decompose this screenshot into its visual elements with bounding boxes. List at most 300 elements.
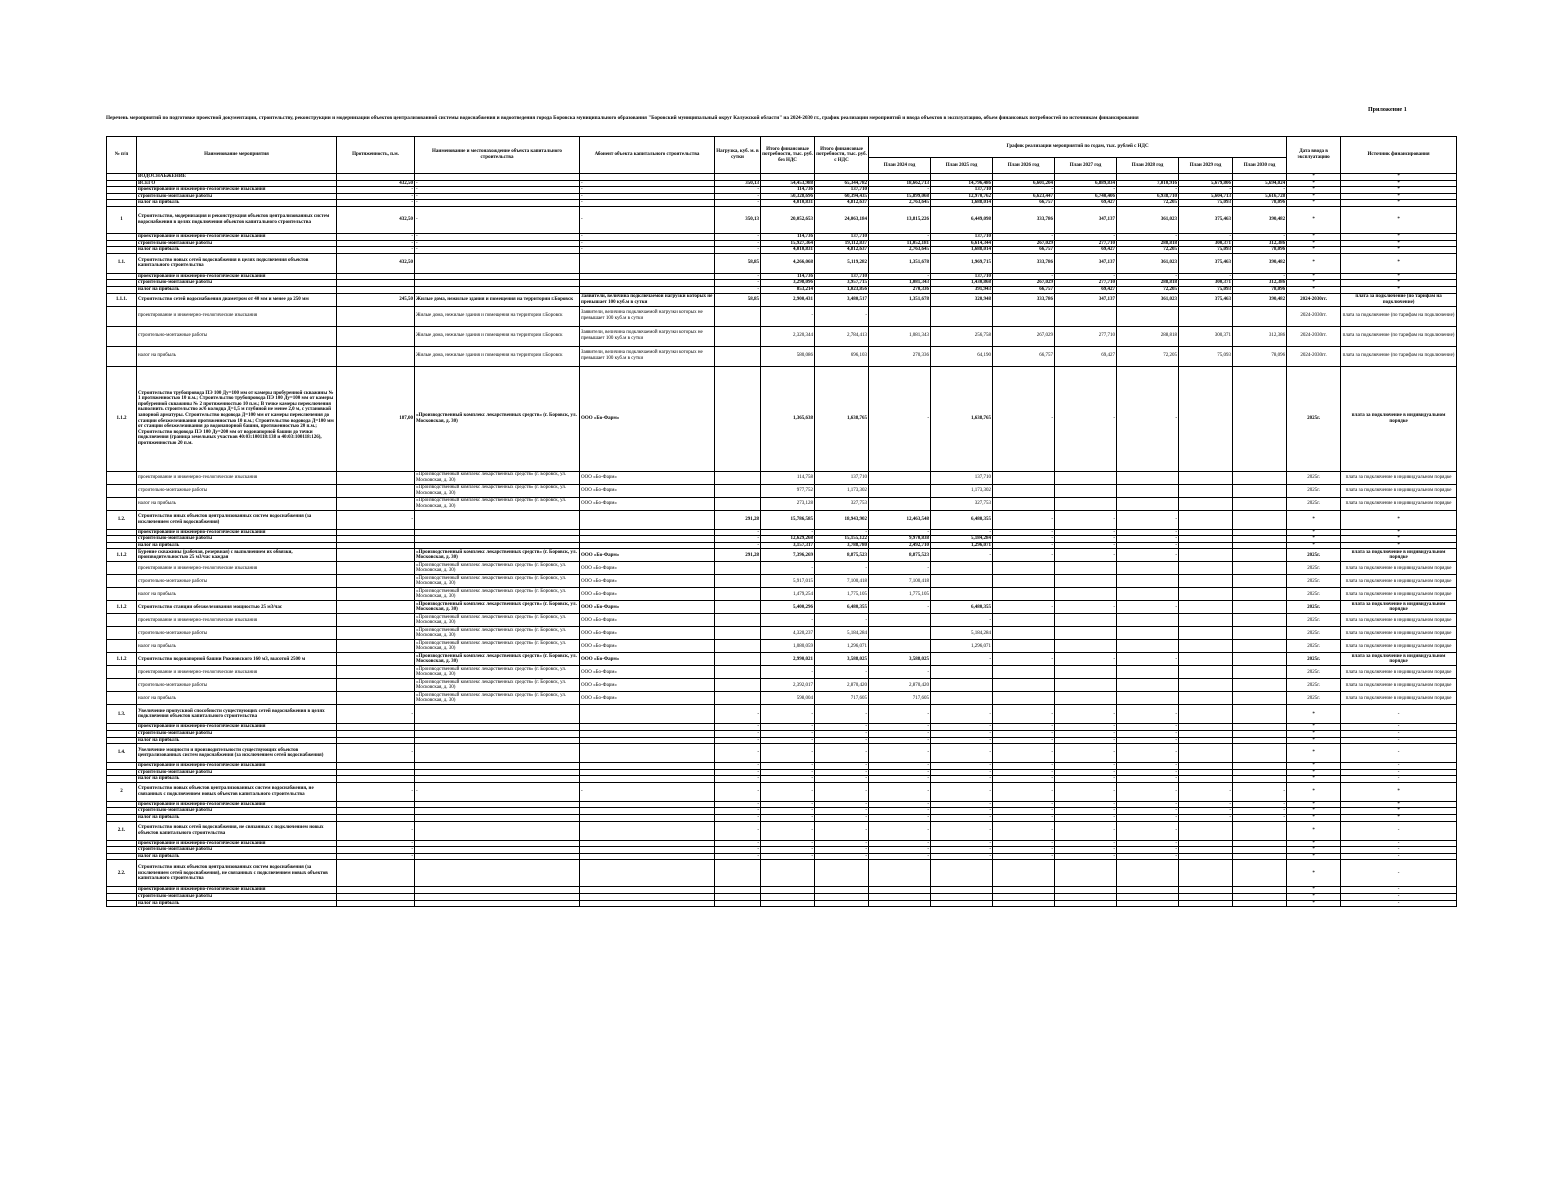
- row-num-cell: [107, 240, 137, 247]
- row-2029-cell: 5,604,713: [1179, 193, 1233, 200]
- row-2025-cell: -: [931, 614, 993, 627]
- row-2028-cell: [1117, 471, 1179, 484]
- row-2028-cell: 6,938,710: [1117, 193, 1179, 200]
- row-fin-novat-cell: 3,157,317: [761, 542, 815, 549]
- row-name-cell: Бурение скважины (рабочая, резервная) с выполнением их обвязки, производительностью 25 м3/час каждая: [137, 549, 337, 562]
- row-length-cell: [337, 640, 415, 653]
- row-length-cell: [337, 887, 415, 894]
- row-source-cell: *: [1341, 253, 1457, 273]
- row-commission-cell: *: [1287, 273, 1341, 280]
- row-2029-cell: -: [1179, 808, 1233, 815]
- row-2029-cell: [1179, 847, 1233, 854]
- row-2029-cell: 75,093: [1179, 346, 1233, 366]
- row-source-cell: -: [1341, 860, 1457, 887]
- row-source-cell: плата за подключение (по тарифам на подключение): [1341, 346, 1457, 366]
- row-source-cell: плата за подключение в индивидуальном порядке: [1341, 679, 1457, 692]
- row-2026-cell: -: [993, 840, 1055, 847]
- row-fin-vat-cell: 4,812,637: [815, 200, 869, 207]
- row-length-cell: [337, 894, 415, 901]
- row-commission-cell: 2025г.: [1287, 640, 1341, 653]
- row-commission-cell: *: [1287, 247, 1341, 254]
- row-length-cell: [337, 679, 415, 692]
- row-load-cell: [715, 346, 761, 366]
- row-subscriber-cell: [580, 763, 715, 770]
- row-fin-novat-cell: 3,298,096: [761, 280, 815, 287]
- row-fin-novat-cell: 598,004: [761, 692, 815, 705]
- row-load-cell: -: [715, 821, 761, 840]
- row-load-cell: -: [715, 763, 761, 770]
- row-num-cell: [107, 801, 137, 808]
- row-2025-cell: 12,970,762: [931, 193, 993, 200]
- row-load-cell: [715, 627, 761, 640]
- row-2028-cell: [1117, 484, 1179, 497]
- row-object-cell: [415, 840, 580, 847]
- row-name-cell: налог на прибыль: [137, 346, 337, 366]
- row-2027-cell: [1055, 900, 1117, 907]
- row-load-cell: 350,13: [715, 180, 761, 187]
- row-fin-vat-cell: -: [815, 815, 869, 822]
- row-2024-cell: 2,763,645: [869, 247, 931, 254]
- row-source-cell: плата за подключение в индивидуальном порядке: [1341, 601, 1457, 614]
- row-2030-cell: 78,096: [1233, 346, 1287, 366]
- row-length-cell: [337, 776, 415, 783]
- row-subscriber-cell: [580, 744, 715, 763]
- row-subscriber-cell: -: [580, 180, 715, 187]
- row-commission-cell: *: [1287, 280, 1341, 287]
- row-fin-novat-cell: [761, 174, 815, 181]
- row-length-cell: [337, 536, 415, 543]
- row-num-cell: [107, 627, 137, 640]
- row-load-cell: [715, 860, 761, 887]
- row-2024-cell: 3,588,025: [869, 653, 931, 666]
- row-commission-cell: 2024-2030гг.: [1287, 306, 1341, 326]
- row-load-cell: [715, 471, 761, 484]
- row-fin-novat-cell: -: [761, 769, 815, 776]
- row-fin-vat-cell: -: [815, 769, 869, 776]
- row-2025-cell: [931, 575, 993, 588]
- row-2028-cell: -: [1117, 705, 1179, 724]
- row-fin-vat-cell: 137,710: [815, 233, 869, 240]
- row-object-cell: [415, 887, 580, 894]
- row-2029-cell: 5,679,806: [1179, 180, 1233, 187]
- row-2024-cell: 11,052,181: [869, 240, 931, 247]
- row-2030-cell: [1233, 640, 1287, 653]
- row-2029-cell: [1179, 536, 1233, 543]
- row-2027-cell: -: [1055, 801, 1117, 808]
- row-num-cell: [107, 808, 137, 815]
- row-fin-vat-cell: [815, 887, 869, 894]
- row-object-cell: -: [415, 233, 580, 240]
- row-2025-cell: 6,449,098: [931, 206, 993, 233]
- row-num-cell: 1.1.2: [107, 549, 137, 562]
- row-2027-cell: -: [1055, 730, 1117, 737]
- row-2029-cell: [1179, 575, 1233, 588]
- row-object-cell: -: [415, 193, 580, 200]
- row-source-cell: -: [1341, 840, 1457, 847]
- row-2026-cell: -: [993, 233, 1055, 240]
- row-name-cell: проектирование и инженерно-геологические изыскания: [137, 529, 337, 536]
- row-num-cell: 1.1.: [107, 253, 137, 273]
- row-2025-cell: 391,943: [931, 286, 993, 293]
- row-fin-novat-cell: 15,927,364: [761, 240, 815, 247]
- row-2028-cell: [1117, 306, 1179, 326]
- row-load-cell: 58,85: [715, 293, 761, 306]
- row-2026-cell: -: [993, 821, 1055, 840]
- row-2030-cell: [1233, 575, 1287, 588]
- row-2027-cell: -: [1055, 821, 1117, 840]
- row-source-cell: *: [1341, 815, 1457, 822]
- row-2026-cell: [993, 497, 1055, 510]
- table-body: [107, 174, 1457, 907]
- row-2025-cell: -: [931, 808, 993, 815]
- row-length-cell: -: [337, 840, 415, 847]
- row-commission-cell: *: [1287, 705, 1341, 724]
- table-row: [107, 174, 1457, 181]
- row-fin-vat-cell: -: [815, 724, 869, 731]
- row-subscriber-cell: [580, 769, 715, 776]
- row-num-cell: 1.1.2: [107, 653, 137, 666]
- row-fin-vat-cell: 15,155,122: [815, 536, 869, 543]
- row-2029-cell: [1179, 853, 1233, 860]
- row-object-cell: [415, 536, 580, 543]
- row-num-cell: [107, 894, 137, 901]
- table-row: [107, 247, 1457, 254]
- row-2029-cell: [1179, 366, 1233, 471]
- row-2027-cell: -: [1055, 853, 1117, 860]
- row-2026-cell: 267,029: [993, 326, 1055, 346]
- row-fin-vat-cell: 18,943,902: [815, 510, 869, 529]
- row-object-cell: [415, 821, 580, 840]
- row-name-cell: строительно-монтажные работы: [137, 730, 337, 737]
- row-2026-cell: [993, 679, 1055, 692]
- row-fin-novat-cell: 2,320,344: [761, 326, 815, 346]
- row-object-cell: -: [415, 240, 580, 247]
- row-fin-vat-cell: 1,173,302: [815, 484, 869, 497]
- row-fin-vat-cell: 137,710: [815, 471, 869, 484]
- row-num-cell: 2.2.: [107, 860, 137, 887]
- row-2028-cell: [1117, 894, 1179, 901]
- row-2024-cell: -: [869, 562, 931, 575]
- row-2026-cell: -: [993, 808, 1055, 815]
- row-subscriber-cell: -: [580, 782, 715, 801]
- row-length-cell: -: [337, 744, 415, 763]
- row-2028-cell: -: [1117, 233, 1179, 240]
- row-2030-cell: -: [1233, 782, 1287, 801]
- row-fin-vat-cell: -: [815, 529, 869, 536]
- row-2030-cell: 390,482: [1233, 293, 1287, 306]
- row-2026-cell: -: [993, 653, 1055, 666]
- row-num-cell: [107, 306, 137, 326]
- row-2030-cell: [1233, 627, 1287, 640]
- row-length-cell: [337, 588, 415, 601]
- row-source-cell: *: [1341, 174, 1457, 181]
- row-subscriber-cell: [580, 510, 715, 529]
- row-object-cell: [415, 286, 580, 293]
- row-load-cell: [715, 588, 761, 601]
- header-object: Наименование и местонахождение объекта капитального строительства: [415, 137, 580, 174]
- row-source-cell: -: [1341, 763, 1457, 770]
- row-2024-cell: -: [869, 724, 931, 731]
- row-fin-vat-cell: 24,063,184: [815, 206, 869, 233]
- row-name-cell: строительно-монтажные работы: [137, 326, 337, 346]
- row-2030-cell: [1233, 666, 1287, 679]
- row-source-cell: -: [1341, 900, 1457, 907]
- row-2026-cell: -: [993, 542, 1055, 549]
- row-commission-cell: *: [1287, 233, 1341, 240]
- row-2030-cell: [1233, 900, 1287, 907]
- row-source-cell: -: [1341, 744, 1457, 763]
- row-commission-cell: 2025г.: [1287, 484, 1341, 497]
- row-2024-cell: [869, 627, 931, 640]
- row-fin-vat-cell: -: [815, 821, 869, 840]
- row-fin-novat-cell: 50,328,696: [761, 193, 815, 200]
- row-commission-cell: *: [1287, 808, 1341, 815]
- row-object-cell: [415, 253, 580, 273]
- row-2027-cell: -: [1055, 782, 1117, 801]
- row-name-cell: строительно-монтажные работы: [137, 536, 337, 543]
- row-name-cell: строительно-монтажные работы: [137, 894, 337, 901]
- row-subscriber-cell: [580, 853, 715, 860]
- row-2024-cell: -: [869, 529, 931, 536]
- row-name-cell: проектирование и инженерно-геологические изыскания: [137, 801, 337, 808]
- row-2025-cell: 1,688,014: [931, 200, 993, 207]
- row-2030-cell: [1233, 497, 1287, 510]
- row-commission-cell: 2025г.: [1287, 562, 1341, 575]
- row-commission-cell: 2025г.: [1287, 614, 1341, 627]
- row-2030-cell: 312,386: [1233, 240, 1287, 247]
- row-2030-cell: 390,482: [1233, 253, 1287, 273]
- row-length-cell: -: [337, 200, 415, 207]
- row-fin-vat-cell: -: [815, 744, 869, 763]
- row-name-cell: проектирование и инженерно-геологические изыскания: [137, 763, 337, 770]
- row-2024-cell: -: [869, 782, 931, 801]
- row-2029-cell: [1179, 744, 1233, 763]
- row-fin-vat-cell: 327,753: [815, 497, 869, 510]
- row-num-cell: [107, 887, 137, 894]
- header-num: № п/п: [107, 137, 137, 174]
- row-object-cell: [415, 280, 580, 287]
- row-2026-cell: [993, 860, 1055, 887]
- table-row: [107, 900, 1457, 907]
- row-name-cell: проектирование и инженерно-геологические изыскания: [137, 233, 337, 240]
- row-2026-cell: -: [993, 549, 1055, 562]
- row-2026-cell: -: [993, 737, 1055, 744]
- row-2029-cell: [1179, 724, 1233, 731]
- row-2030-cell: [1233, 887, 1287, 894]
- row-length-cell: [337, 346, 415, 366]
- row-2025-cell: -: [931, 815, 993, 822]
- row-2024-cell: -: [869, 666, 931, 679]
- row-2028-cell: [1117, 692, 1179, 705]
- table-row: [107, 614, 1457, 627]
- row-2029-cell: [1179, 776, 1233, 783]
- row-length-cell: [337, 808, 415, 815]
- row-2030-cell: [1233, 174, 1287, 181]
- row-object-cell: «Производственный комплекс лекарственных средств» (г. Боровск, ул. Московская, д. 30): [415, 497, 580, 510]
- row-2024-cell: 2,870,420: [869, 679, 931, 692]
- row-source-cell: *: [1341, 240, 1457, 247]
- row-2026-cell: 66,757: [993, 200, 1055, 207]
- row-object-cell: «Производственный комплекс лекарственных средств» (г. Боровск, ул. Московская, д. 30): [415, 640, 580, 653]
- row-length-cell: [337, 769, 415, 776]
- row-commission-cell: *: [1287, 200, 1341, 207]
- row-object-cell: -: [415, 180, 580, 187]
- row-2027-cell: -: [1055, 653, 1117, 666]
- row-load-cell: -: [715, 801, 761, 808]
- row-num-cell: 1.2.: [107, 510, 137, 529]
- row-fin-novat-cell: [761, 894, 815, 901]
- row-2025-cell: 137,710: [931, 233, 993, 240]
- row-name-cell: проектирование и инженерно-геологические изыскания: [137, 306, 337, 326]
- row-source-cell: *: [1341, 180, 1457, 187]
- row-2025-cell: [931, 900, 993, 907]
- row-subscriber-cell: ООО «Бо-Фарм»: [580, 484, 715, 497]
- row-fin-vat-cell: -: [815, 808, 869, 815]
- row-2029-cell: [1179, 894, 1233, 901]
- row-name-cell: налог на прибыль: [137, 200, 337, 207]
- row-2029-cell: [1179, 640, 1233, 653]
- row-object-cell: -: [415, 247, 580, 254]
- row-length-cell: [337, 286, 415, 293]
- row-load-cell: 291,28: [715, 510, 761, 529]
- row-object-cell: «Производственный комплекс лекарственных средств» (г. Боровск, ул. Московская, д. 30): [415, 692, 580, 705]
- row-2029-cell: -: [1179, 815, 1233, 822]
- row-fin-novat-cell: -: [761, 847, 815, 854]
- row-subscriber-cell: -: [580, 233, 715, 240]
- table-row: [107, 326, 1457, 346]
- table-row: [107, 273, 1457, 280]
- row-num-cell: [107, 776, 137, 783]
- row-2025-cell: 1,296,071: [931, 542, 993, 549]
- row-2027-cell: 69,427: [1055, 200, 1117, 207]
- row-fin-vat-cell: 1,296,071: [815, 640, 869, 653]
- row-fin-vat-cell: [815, 860, 869, 887]
- row-2029-cell: [1179, 497, 1233, 510]
- row-2024-cell: 15,899,068: [869, 193, 931, 200]
- row-2025-cell: [931, 306, 993, 326]
- header-length: Протяженность, п.м.: [337, 137, 415, 174]
- row-subscriber-cell: Заявители, величина подключаемой нагрузки которых не превышает 100 куб.м в сутки: [580, 293, 715, 306]
- row-fin-novat-cell: -: [761, 705, 815, 724]
- row-2028-cell: -: [1117, 782, 1179, 801]
- row-2025-cell: [931, 860, 993, 887]
- row-subscriber-cell: ООО «Бо-Фарм»: [580, 562, 715, 575]
- table-row: [107, 206, 1457, 233]
- row-num-cell: 1.4.: [107, 744, 137, 763]
- row-name-cell: Строительство трубопровода ПЭ 100 Ду=100 мм от камеры пробуренной скважины № 1 протяженностью 10 п.м.; Строительство трубопровода ПЭ 100 Ду=100 мм от камеры пробуренной скважины № 2 протяженностью 10 п.м.; В точке камеры переключения выполнить строительство ж/б колодца Д=1,5 м глубиной не менее 2,0 м, с установкой запорной арматуры. Строительство водовода Д=100 мм от камеры переключения до станции обезжелезивания протяженностью 10 п.м.; Строительство водовода Д=100 мм от станции обезжелезивания до водонапорной башни, протяженностью 20 п.м.; Строительство водовода ПЭ 100 Ду=200 мм от водонапорной башни до точки подключения (граница земельных участков 40:03:100118:138 и 40:03:100118:126), протяженностью 20 п.м.: [137, 366, 337, 471]
- row-2028-cell: -: [1117, 542, 1179, 549]
- row-subscriber-cell: ООО «Бо-Фарм»: [580, 679, 715, 692]
- row-2027-cell: -: [1055, 549, 1117, 562]
- row-subscriber-cell: [580, 887, 715, 894]
- row-num-cell: [107, 847, 137, 854]
- row-2029-cell: [1179, 730, 1233, 737]
- row-2026-cell: -: [993, 730, 1055, 737]
- row-2026-cell: [993, 692, 1055, 705]
- table-row: [107, 471, 1457, 484]
- row-load-cell: -: [715, 233, 761, 240]
- row-fin-novat-cell: -: [761, 782, 815, 801]
- row-2027-cell: -: [1055, 536, 1117, 543]
- row-2025-cell: [931, 692, 993, 705]
- row-commission-cell: *: [1287, 776, 1341, 783]
- row-2027-cell: [1055, 679, 1117, 692]
- row-2025-cell: -: [931, 821, 993, 840]
- row-fin-novat-cell: -: [761, 776, 815, 783]
- row-fin-vat-cell: 137,710: [815, 187, 869, 194]
- row-object-cell: [415, 730, 580, 737]
- row-num-cell: [107, 233, 137, 240]
- row-2025-cell: 137,710: [931, 187, 993, 194]
- row-2027-cell: 347,137: [1055, 293, 1117, 306]
- row-source-cell: -: [1341, 821, 1457, 840]
- row-2026-cell: -: [993, 744, 1055, 763]
- row-object-cell: «Производственный комплекс лекарственных средств» (г. Боровск, ул. Московская, д. 30): [415, 484, 580, 497]
- row-name-cell: Строительство иных объектов централизованных систем водоснабжения (за исключением сетей водоснабжения), не связанных с подключением новых объектов капитального строительства: [137, 860, 337, 887]
- row-num-cell: [107, 588, 137, 601]
- row-2026-cell: -: [993, 853, 1055, 860]
- row-length-cell: [337, 737, 415, 744]
- row-subscriber-cell: [580, 542, 715, 549]
- table-row: [107, 730, 1457, 737]
- row-2026-cell: [993, 484, 1055, 497]
- row-subscriber-cell: Заявители, величина подключаемой нагрузки которых не превышает 100 куб.м в сутки: [580, 306, 715, 326]
- row-2030-cell: [1233, 588, 1287, 601]
- row-2028-cell: -: [1117, 815, 1179, 822]
- row-2025-cell: -: [931, 653, 993, 666]
- row-2026-cell: [993, 614, 1055, 627]
- row-source-cell: плата за подключение в индивидуальном порядке: [1341, 549, 1457, 562]
- row-2029-cell: [1179, 705, 1233, 724]
- row-fin-novat-cell: -: [761, 529, 815, 536]
- row-subscriber-cell: [580, 536, 715, 543]
- row-2025-cell: 137,710: [931, 471, 993, 484]
- row-fin-vat-cell: 19,112,837: [815, 240, 869, 247]
- row-2024-cell: [869, 640, 931, 653]
- row-load-cell: -: [715, 193, 761, 200]
- row-2028-cell: 361,023: [1117, 206, 1179, 233]
- row-name-cell: ВОДОСНАБЖЕНИЕ: [137, 174, 337, 181]
- row-2030-cell: -: [1233, 187, 1287, 194]
- row-2029-cell: -: [1179, 273, 1233, 280]
- row-source-cell: плата за подключение в индивидуальном порядке: [1341, 497, 1457, 510]
- row-2027-cell: -: [1055, 769, 1117, 776]
- row-2027-cell: [1055, 887, 1117, 894]
- table-row: [107, 484, 1457, 497]
- row-num-cell: 1.1.1.: [107, 293, 137, 306]
- row-fin-vat-cell: 8,875,523: [815, 549, 869, 562]
- row-object-cell: «Производственный комплекс лекарственных средств» (г. Боровск, ул. Московская, д. 30): [415, 601, 580, 614]
- row-object-cell: -: [415, 200, 580, 207]
- row-fin-novat-cell: 1,365,638: [761, 366, 815, 471]
- row-fin-vat-cell: 60,394,435: [815, 193, 869, 200]
- table-row: [107, 853, 1457, 860]
- row-subscriber-cell: ООО «Бо-Фарм»: [580, 588, 715, 601]
- row-2029-cell: [1179, 679, 1233, 692]
- row-name-cell: строительно-монтажные работы: [137, 193, 337, 200]
- row-2029-cell: 75,093: [1179, 247, 1233, 254]
- row-2029-cell: [1179, 471, 1233, 484]
- row-fin-novat-cell: 12,629,268: [761, 536, 815, 543]
- row-name-cell: проектирование и инженерно-геологические изыскания: [137, 273, 337, 280]
- row-2030-cell: [1233, 679, 1287, 692]
- row-2024-cell: -: [869, 366, 931, 471]
- row-commission-cell: *: [1287, 510, 1341, 529]
- row-num-cell: [107, 900, 137, 907]
- row-2029-cell: [1179, 614, 1233, 627]
- row-2030-cell: [1233, 529, 1287, 536]
- row-2027-cell: 69,427: [1055, 286, 1117, 293]
